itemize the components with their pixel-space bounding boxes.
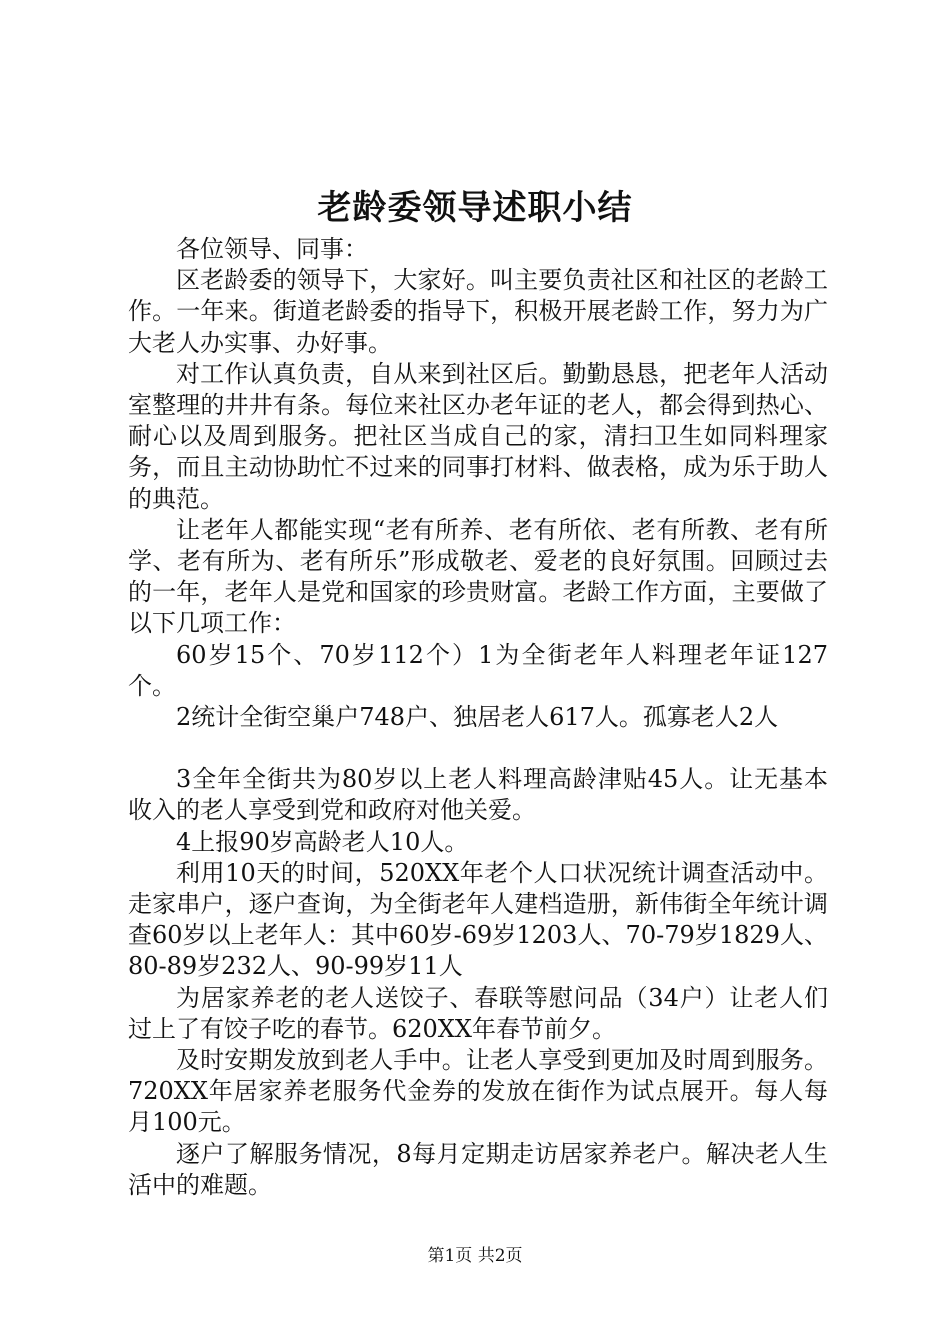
page-number-footer: 第1页 共2页	[427, 1246, 523, 1266]
paragraph-item-1: 60岁15个、70岁112个）1为全街老年人料理老年证127个。	[128, 640, 828, 700]
paragraph-item-2: 2统计全街空巢户748户、独居老人617人。孤寡老人2人	[176, 703, 779, 732]
paragraph-spring-festival: 为居家养老的老人送饺子、春联等慰问品（34户）让老人们过上了有饺子吃的春节。620XX年春节前夕。	[128, 983, 828, 1043]
paragraph-voucher: 及时安期发放到老人手中。让老人享受到更加及时周到服务。720XX年居家养老服务代金券的发放在街作为试点展开。每人每月100元。	[128, 1046, 828, 1137]
paragraph-visits: 逐户了解服务情况，8每月定期走访居家养老户。解决老人生活中的难题。	[128, 1139, 828, 1199]
paragraph-survey: 利用10天的时间，520XX年老个人口状况统计调查活动中。走家串户，逐户查询，为全街老年人建档造册，新伟街全年统计调查60岁以上老年人：其中60岁-69岁1203人、70-79岁1829人、80-89岁232人、90-99岁11人	[128, 858, 828, 981]
paragraph-item-4: 4上报90岁高龄老人10人。	[176, 827, 469, 856]
paragraph-greeting: 各位领导、同事：	[176, 235, 368, 263]
document-body	[128, 234, 828, 1201]
paragraph-item-3: 3全年全街共为80岁以上老人料理高龄津贴45人。让无基本收入的老人享受到党和政府对他关爱。	[128, 765, 828, 825]
paragraph-intro: 区老龄委的领导下，大家好。叫主要负责社区和社区的老龄工作。一年来。街道老龄委的指导下，积极开展老龄工作，努力为广大老人办实事、办好事。	[128, 266, 828, 357]
document-title: 老龄委领导述职小结	[317, 188, 633, 228]
paragraph-duty: 对工作认真负责，自从来到社区后。勤勤恳恳，把老年人活动室整理的井井有条。每位来社区办老年证的老人，都会得到热心、耐心以及周到服务。把社区当成自己的家，清扫卫生如同料理家务，而且主动协助忙不过来的同事打材料、做表格，成为乐于助人的典范。	[128, 359, 828, 513]
paragraph-goals: 让老年人都能实现“老有所养、老有所依、老有所教、老有所学、老有所为、老有所乐”形成敬老、爱老的良好氛围。回顾过去的一年，老年人是党和国家的珍贵财富。老龄工作方面，主要做了以下几项工作：	[128, 515, 828, 638]
